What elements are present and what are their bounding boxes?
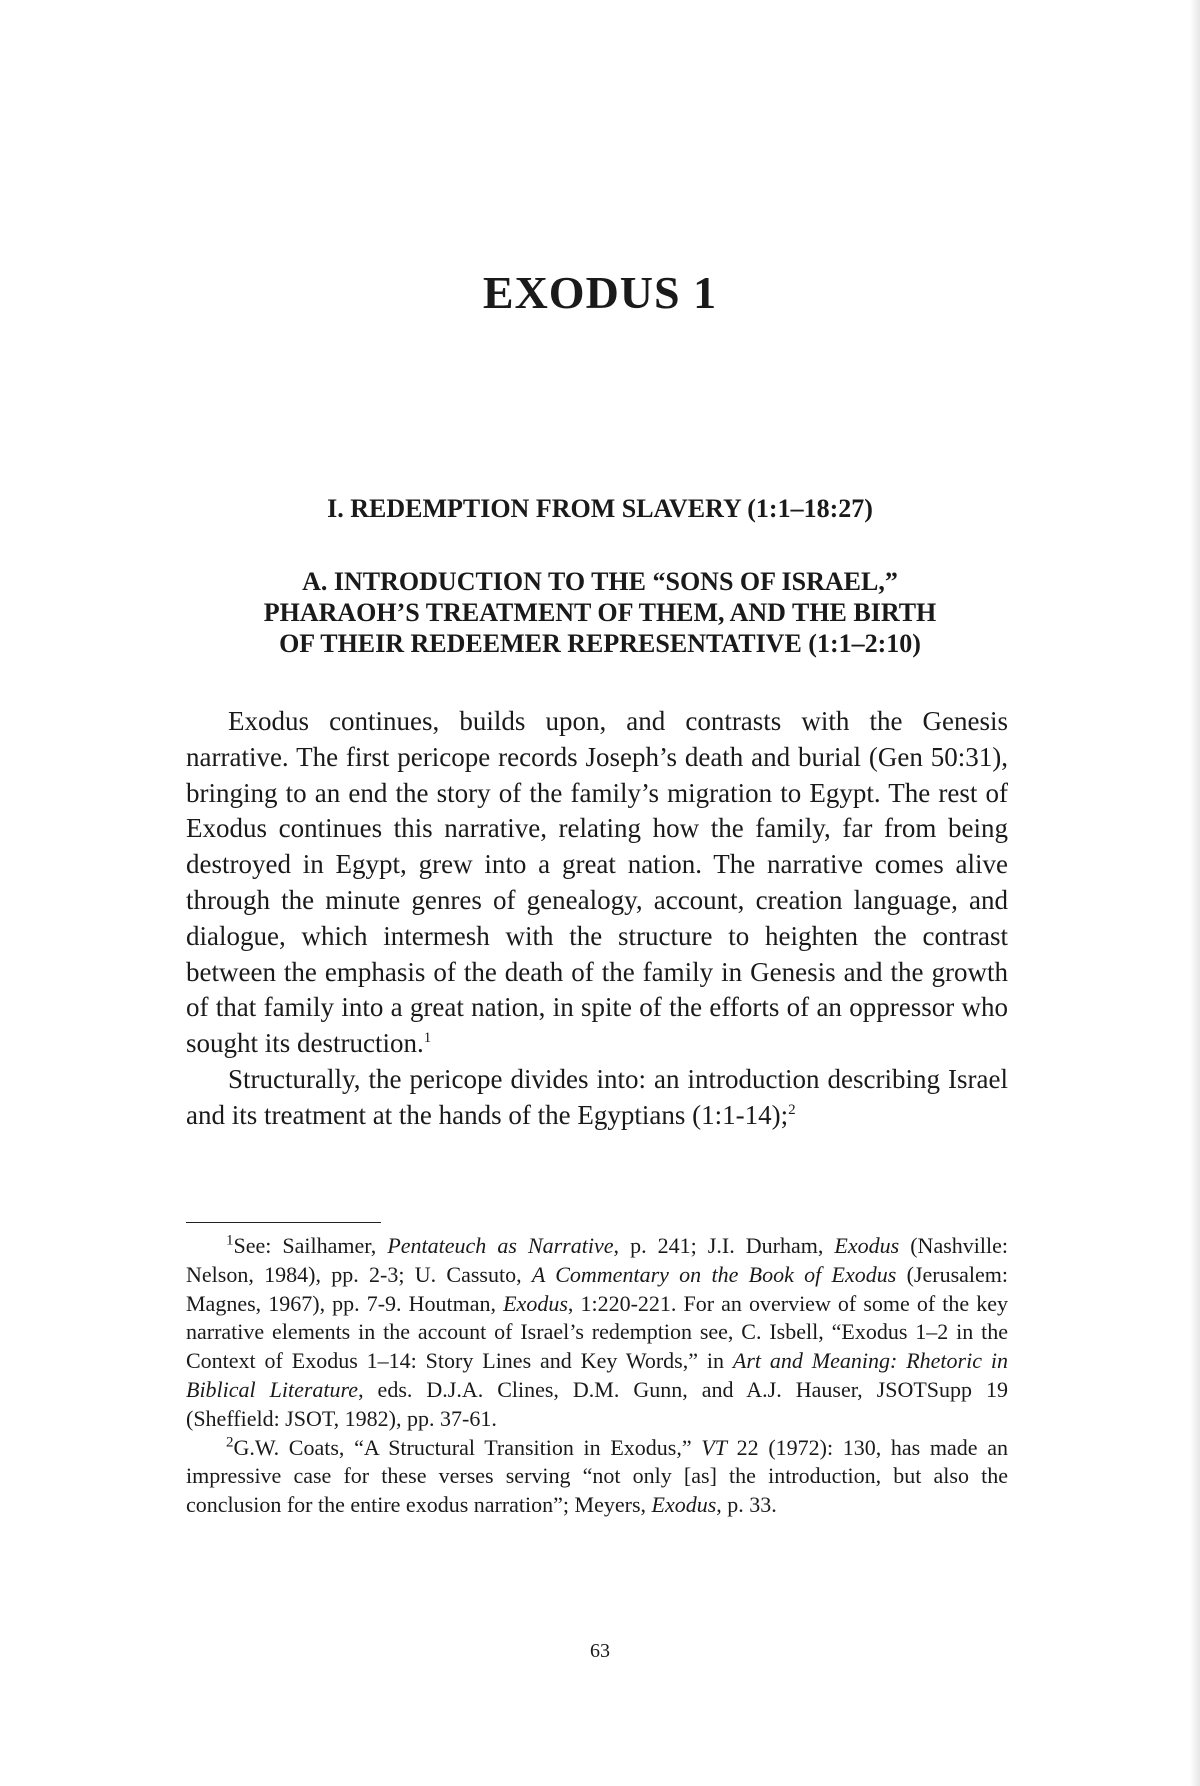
footnote-title: Exodus bbox=[651, 1492, 717, 1518]
footnote-title: Pentateuch as Narrative bbox=[387, 1233, 614, 1258]
footnote-title: Exodus bbox=[503, 1290, 568, 1316]
footnote-text: , p. 241; J.I. Durham, bbox=[613, 1233, 835, 1258]
body-paragraph bbox=[186, 1062, 1008, 1134]
footnote-text: (Jerusalem: Magnes, 1967), pp. 7-9. Houtman, bbox=[186, 1261, 1009, 1316]
chapter-title: EXODUS 1 bbox=[482, 267, 718, 318]
footnote-text: (Nashville: Nelson, 1984), pp. 2-3; U. Cassuto, bbox=[186, 1233, 1008, 1287]
footnote-divider bbox=[186, 1222, 381, 1223]
footnote-title: Art and Meaning: Rhetoric in Biblical Literature bbox=[186, 1348, 1008, 1402]
footnote-title: A Commentary on the Book of Exodus bbox=[531, 1261, 897, 1287]
footnote-text: , p. 33. bbox=[716, 1492, 777, 1518]
footnote bbox=[186, 1232, 1008, 1434]
footnote-ref: 2 bbox=[788, 1101, 796, 1118]
paragraph-text: Structurally, the pericope divides into: an introduction describing Israel and its treatment at the hands of the Egyptians (1:1-14); bbox=[186, 1063, 1008, 1130]
footnote-text: , 1:220-221. For an overview of some of the key narrative elements in the account of Israel’s redemption see, C. Isbell, “Exodus 1–2 in the Context of Exodus 1–14: Story Lines and Key Words,” in bbox=[186, 1290, 1008, 1374]
footnote-number: 2 bbox=[226, 1434, 234, 1451]
subsection-heading-line: A. INTRODUCTION TO THE “SONS OF ISRAEL,” bbox=[302, 567, 898, 596]
subsection-heading-line: OF THEIR REDEEMER REPRESENTATIVE (1:1–2:10) bbox=[279, 629, 921, 658]
footnote-text: 22 (1972): 130, has made an impressive case for these verses serving “not only [as] the introduction, but also the conclusion for the entire exodus narration”; Meyers, bbox=[186, 1434, 1008, 1518]
footnotes bbox=[186, 1232, 1008, 1520]
footnote-ref: 1 bbox=[423, 1030, 432, 1047]
footnote-text: See: Sailhamer, bbox=[233, 1233, 388, 1258]
footnote-title: VT bbox=[701, 1434, 727, 1460]
footnote-text: G.W. Coats, “A Structural Transition in Exodus,” bbox=[233, 1434, 702, 1460]
subsection-heading-line: PHARAOH’S TREATMENT OF THEM, AND THE BIRTH bbox=[263, 598, 937, 627]
paragraph-text: Exodus continues, builds upon, and contrasts with the Genesis narrative. The first pericope records Joseph’s death and burial (Gen 50:31), bringing to an end the story of the family’s migration to Egypt. The rest of Exodus continues this narrative, relating how the family, far from being destroyed in Egypt, grew into a great nation. The narrative comes alive through the minute genres of genealogy, account, creation language, and dialogue, which intermesh with the structure to heighten the contrast between the emphasis of the death of the family in Genesis and the growth of that family into a great nation, in spite of the efforts of an oppressor who sought its destruction. bbox=[186, 706, 1008, 1059]
section-heading: I. REDEMPTION FROM SLAVERY (1:1–18:27) bbox=[327, 494, 873, 523]
body-paragraph bbox=[186, 704, 1008, 1062]
page-number: 63 bbox=[590, 1640, 610, 1662]
footnote-title: Exodus bbox=[834, 1233, 900, 1258]
footnote-number: 1 bbox=[226, 1232, 234, 1249]
subsection-heading bbox=[200, 566, 1000, 659]
footnote bbox=[186, 1434, 1008, 1520]
footnote-text: , eds. D.J.A. Clines, D.M. Gunn, and A.J. Hauser, JSOTSupp 19 (Sheffield: JSOT, 1982), pp. 37-61. bbox=[186, 1376, 1008, 1431]
body-text bbox=[186, 704, 1008, 1134]
